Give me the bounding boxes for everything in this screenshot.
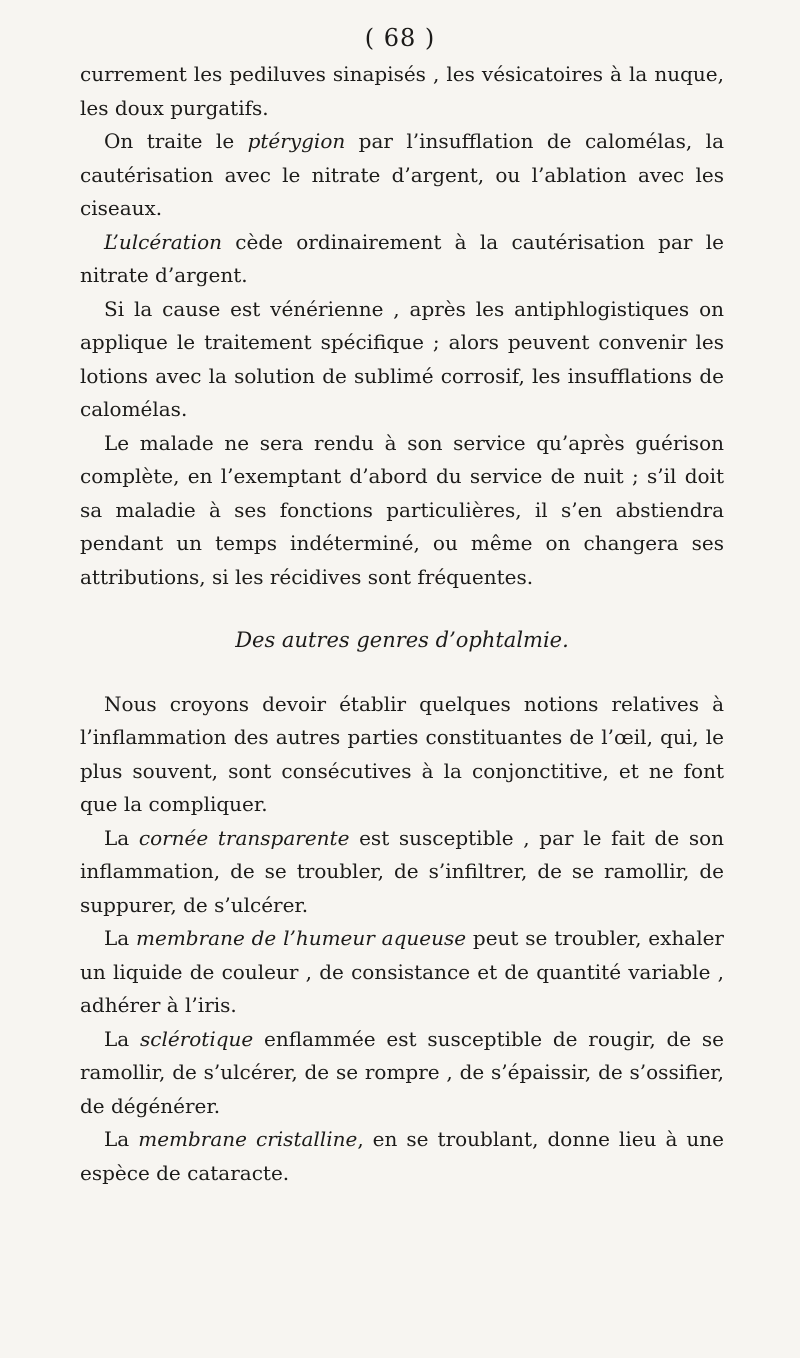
text-run: La <box>104 825 139 850</box>
paragraph-pterygion <box>80 125 724 226</box>
term-pterygion: ptérygion <box>247 129 346 153</box>
term-sclerotique: sclérotique <box>140 1026 254 1051</box>
text-run: La <box>104 1127 139 1151</box>
text-run: par l’insufflation de calomélas, la cautérisation avec le nitrate d’argent, ou l’ablation avec les ciseaux. <box>80 129 724 220</box>
text-run: La <box>104 926 137 950</box>
paragraph-sclerotique <box>80 1023 724 1124</box>
paragraph-humeur-aqueuse <box>80 922 724 1023</box>
page-number: ( 68 ) <box>364 24 436 52</box>
paragraph-cristalline <box>80 1123 724 1190</box>
text-run: , en se troublant, donne lieu à une espèce de cataracte. <box>80 1127 724 1185</box>
paragraph-venerienne: Si la cause est vénérienne , après les antiphlogistiques on applique le traitement spécifique ; alors peuvent convenir les lotions avec la solution de sublimé corrosif, les insufflations de calomélas. <box>80 296 724 421</box>
paragraph-notions: Nous croyons devoir établir quelques notions relatives à l’inflammation des autres parties constituantes de l’œil, qui, le plus souvent, sont consécutives à la conjonctitive, et ne font que la compliquer. <box>80 691 724 816</box>
paragraph-1: currement les pediluves sinapisés , les vésicatoires à la nuque, les doux purgatifs. <box>80 62 724 120</box>
term-cristalline: membrane cristalline <box>138 1127 358 1151</box>
text-run: La <box>104 1026 140 1051</box>
text-run: On traite le <box>104 129 248 153</box>
text-run: cède ordinairement à la cautérisation par le nitrate d’argent. <box>80 229 724 287</box>
term-humeur-aqueuse: membrane de l’humeur aqueuse <box>136 926 467 950</box>
text-run: peut se troubler, exhaler un liquide de couleur , de consistance et de quantité variable , adhérer à l’iris. <box>80 926 724 1017</box>
paragraph-ulceration <box>80 226 724 293</box>
body-text <box>80 58 724 1190</box>
paragraph-cornee <box>80 822 724 923</box>
paragraph-malade: Le malade ne sera rendu à son service qu’après guérison complète, en l’exemptant d’abord du service de nuit ; s’il doit sa maladie à ses fonctions particulières, il s’en abstiendra pendant un temps indéterminé, ou même on changera ses attributions, si les récidives sont fréquentes. <box>80 430 724 589</box>
section-heading: Des autres genres d’ophtalmie. <box>235 628 569 652</box>
text-run: est susceptible , par le fait de son inflammation, de se troubler, de s’infiltrer, de se ramollir, de suppurer, de s’ulcérer. <box>80 825 724 917</box>
term-ulceration: L’ulcération <box>104 229 222 254</box>
term-cornee: cornée transparente <box>138 825 350 850</box>
text-run: enflammée est susceptible de rougir, de se ramollir, de s’ulcérer, de se rompre , de s’épaissir, de s’ossifier, de dégénérer. <box>80 1026 725 1118</box>
